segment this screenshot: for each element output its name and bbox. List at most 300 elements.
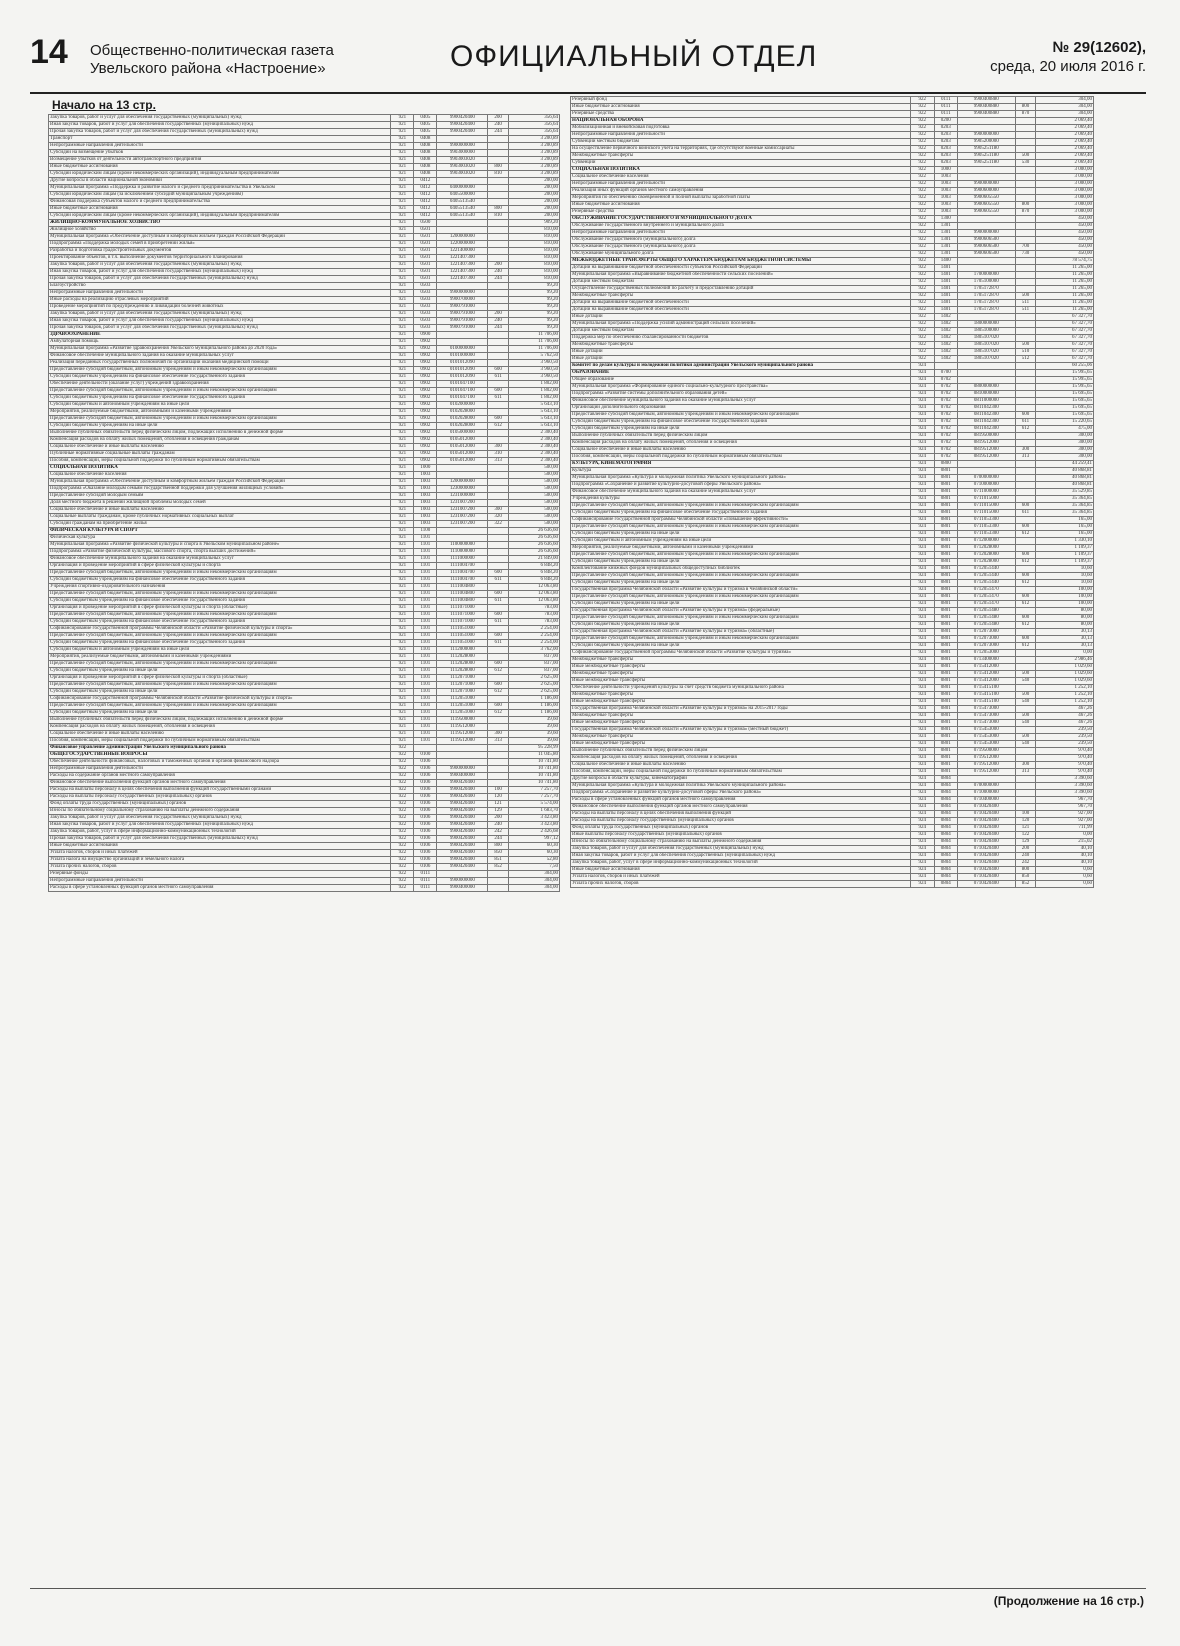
- row-target: 9900420400: [437, 843, 488, 850]
- row-grbs: 924: [910, 734, 934, 741]
- row-name: Обслуживание государственного (муниципального) долга: [571, 237, 911, 244]
- row-vr: [1015, 314, 1036, 321]
- row-section: 1101: [414, 731, 437, 738]
- row-target: 0712051440: [958, 573, 1016, 580]
- row-sum: 356,64: [508, 122, 559, 129]
- row-sum: 2 069,40: [1036, 125, 1094, 132]
- row-sum: 7 257,70: [508, 787, 559, 794]
- row-section: 0106: [414, 864, 437, 871]
- table-row: [571, 237, 1094, 244]
- row-section: 0801: [934, 769, 958, 776]
- table-row: [49, 633, 560, 640]
- row-grbs: 924: [910, 769, 934, 776]
- row-sum: 500,00: [508, 514, 559, 521]
- table-row: [571, 258, 1094, 265]
- row-target: [437, 339, 488, 346]
- row-target: 0710420400: [958, 874, 1016, 881]
- row-grbs: 921: [391, 318, 414, 325]
- row-grbs: 922: [910, 342, 934, 349]
- row-sum: 3 000,00: [1036, 202, 1094, 209]
- row-vr: [488, 143, 508, 150]
- row-sum: 95 228,99: [508, 745, 559, 752]
- row-section: 0501: [414, 255, 437, 262]
- row-grbs: 921: [391, 437, 414, 444]
- row-target: 9900400880: [958, 97, 1016, 104]
- row-target: 9905251180: [958, 146, 1016, 153]
- row-vr: [488, 381, 508, 388]
- table-row: [571, 209, 1094, 216]
- row-name: Уплата налогов, сборов и иных платежей: [49, 850, 391, 857]
- row-sum: 783,00: [508, 619, 559, 626]
- row-vr: 120: [488, 794, 508, 801]
- row-section: 0902: [414, 346, 437, 353]
- row-grbs: 921: [391, 283, 414, 290]
- table-row: [571, 363, 1094, 370]
- row-sum: 1 186,00: [508, 703, 559, 710]
- row-sum: 711,99: [1036, 825, 1094, 832]
- row-sum: 40,10: [1036, 853, 1094, 860]
- row-sum: 837,00: [508, 668, 559, 675]
- row-sum: 2 625,00: [508, 675, 559, 682]
- row-name: ОБЩЕГОСУДАРСТВЕННЫЕ ВОПРОСЫ: [49, 752, 391, 759]
- row-sum: 3 200,89: [508, 143, 559, 150]
- table-row: [571, 356, 1094, 363]
- table-row: [49, 850, 560, 857]
- row-vr: [1015, 272, 1036, 279]
- row-target: 0712051480: [958, 608, 1016, 615]
- row-vr: [1015, 237, 1036, 244]
- row-target: 1111051000: [437, 633, 488, 640]
- row-sum: 15 995,65: [1036, 377, 1094, 384]
- table-row: [49, 829, 560, 836]
- table-row: [571, 657, 1094, 664]
- row-name: Субсидии на возмещение убытков: [49, 150, 391, 157]
- row-sum: 99,20: [508, 297, 559, 304]
- row-grbs: 924: [910, 853, 934, 860]
- table-row: [571, 699, 1094, 706]
- row-sum: 3 960,50: [508, 367, 559, 374]
- table-row: [571, 188, 1094, 195]
- row-target: 9900420400: [437, 122, 488, 129]
- row-target: 9900400000: [437, 885, 488, 892]
- row-grbs: 922: [391, 773, 414, 780]
- table-row: [49, 605, 560, 612]
- row-section: 1101: [414, 619, 437, 626]
- row-vr: [1015, 363, 1036, 370]
- row-grbs: 924: [910, 552, 934, 559]
- row-section: 1101: [414, 696, 437, 703]
- row-name: Подпрограмма «Оказание молодым семьям государственной поддержки для улучшения жилищных условий»: [49, 486, 391, 493]
- row-section: 0801: [934, 524, 958, 531]
- row-section: 0801: [934, 734, 958, 741]
- row-sum: 3 390,60: [1036, 790, 1094, 797]
- row-target: 0715473000: [958, 720, 1016, 727]
- row-target: 0105012000: [437, 437, 488, 444]
- row-grbs: 922: [391, 843, 414, 850]
- row-grbs: 922: [910, 188, 934, 195]
- row-section: 1101: [414, 556, 437, 563]
- row-sum: 100,00: [1036, 601, 1094, 608]
- row-name: Мобилизационная и вневойсковая подготовка: [571, 125, 911, 132]
- table-row: [49, 675, 560, 682]
- row-target: 9900605550: [958, 209, 1016, 216]
- row-grbs: 921: [391, 647, 414, 654]
- row-vr: [1015, 608, 1036, 615]
- table-row: [49, 157, 560, 164]
- row-section: 0801: [934, 552, 958, 559]
- table-row: [571, 517, 1094, 524]
- row-target: 0712053000: [958, 650, 1016, 657]
- row-sum: 67 327,70: [1036, 321, 1094, 328]
- row-sum: 67 327,70: [1036, 356, 1094, 363]
- row-section: 1101: [414, 640, 437, 647]
- row-vr: 850: [488, 850, 508, 857]
- row-grbs: 922: [391, 780, 414, 787]
- row-target: 1111051000: [437, 640, 488, 647]
- row-sum: 11 706,00: [508, 339, 559, 346]
- row-grbs: 922: [910, 209, 934, 216]
- row-grbs: 924: [910, 580, 934, 587]
- table-row: [571, 783, 1094, 790]
- row-vr: 320: [488, 514, 508, 521]
- row-target: 1112051000: [437, 703, 488, 710]
- row-sum: 810,00: [508, 276, 559, 283]
- table-row: [571, 412, 1094, 419]
- row-sum: 500,00: [508, 472, 559, 479]
- row-target: 9900791000: [437, 304, 488, 311]
- row-grbs: 922: [391, 878, 414, 885]
- row-grbs: 921: [391, 570, 414, 577]
- table-row: [571, 818, 1094, 825]
- row-name: Иные бюджетные ассигнования: [49, 843, 391, 850]
- row-section: 0801: [934, 671, 958, 678]
- row-grbs: 924: [910, 433, 934, 440]
- table-row: [49, 864, 560, 871]
- row-vr: 511: [1015, 300, 1036, 307]
- row-section: 0501: [414, 248, 437, 255]
- row-target: 0101012090: [437, 367, 488, 374]
- row-section: 1101: [414, 668, 437, 675]
- row-sum: 3 762,00: [508, 647, 559, 654]
- row-section: 0702: [934, 433, 958, 440]
- row-vr: [1015, 286, 1036, 293]
- table-row: [49, 780, 560, 787]
- row-sum: 837,00: [508, 661, 559, 668]
- table-row: [49, 220, 560, 227]
- row-sum: 500,00: [508, 493, 559, 500]
- row-target: [958, 174, 1016, 181]
- row-section: 1401: [934, 272, 958, 279]
- row-target: 0811042300: [958, 405, 1016, 412]
- row-grbs: 921: [391, 584, 414, 591]
- row-name: Иная закупка товаров, работ и услуг для обеспечения государственных (муниципальных) нужд: [49, 318, 391, 325]
- row-sum: 7 257,70: [508, 794, 559, 801]
- row-name: Реализация иных функций органов местного самоуправления: [571, 188, 911, 195]
- row-section: 0804: [934, 832, 958, 839]
- row-section: 0902: [414, 360, 437, 367]
- table-row: [571, 398, 1094, 405]
- table-row: [571, 678, 1094, 685]
- row-grbs: 924: [910, 538, 934, 545]
- row-name: Прочая закупка товаров, работ и услуг для обеспечения государственных (муниципальных) нужд: [49, 129, 391, 136]
- table-row: [49, 325, 560, 332]
- row-vr: [1015, 706, 1036, 713]
- row-section: 1101: [414, 682, 437, 689]
- row-sum: 99,20: [508, 318, 559, 325]
- row-vr: 611: [488, 619, 508, 626]
- row-sum: 67 327,70: [1036, 314, 1094, 321]
- row-section: 0503: [414, 297, 437, 304]
- row-sum: 475,00: [1036, 426, 1094, 433]
- row-grbs: 922: [910, 272, 934, 279]
- row-sum: 10 741,80: [508, 773, 559, 780]
- row-grbs: 921: [391, 199, 414, 206]
- issue-date: среда, 20 июля 2016 г.: [990, 58, 1146, 75]
- row-grbs: 921: [391, 451, 414, 458]
- row-grbs: 922: [910, 293, 934, 300]
- row-name: Предоставление субсидий бюджетным, автономным учреждениям и иным некоммерческим организациям: [49, 633, 391, 640]
- row-target: 0712028000: [958, 559, 1016, 566]
- row-sum: 26 636,60: [508, 535, 559, 542]
- row-section: 0111: [414, 885, 437, 892]
- row-vr: 600: [488, 367, 508, 374]
- row-vr: 240: [488, 269, 508, 276]
- issue-number: № 29(12602),: [1052, 39, 1146, 56]
- row-name: Финансовое обеспечение муниципального задания на оказание муниципальных услуг: [571, 398, 911, 405]
- row-target: 1700000000: [958, 272, 1016, 279]
- row-grbs: 921: [391, 353, 414, 360]
- row-sum: 304,00: [1036, 111, 1094, 118]
- row-sum: 3 390,60: [1036, 776, 1094, 783]
- table-row: [571, 111, 1094, 118]
- row-name: Расходы в сфере установленных функций органов местного самоуправления: [49, 885, 391, 892]
- row-target: [437, 136, 488, 143]
- table-row: [571, 832, 1094, 839]
- row-section: 0801: [934, 741, 958, 748]
- row-vr: 313: [488, 458, 508, 465]
- row-grbs: 924: [910, 790, 934, 797]
- row-grbs: 924: [910, 811, 934, 818]
- row-grbs: 924: [910, 671, 934, 678]
- row-name: ФИЗИЧЕСКАЯ КУЛЬТУРА И СПОРТ: [49, 528, 391, 535]
- row-grbs: 922: [910, 300, 934, 307]
- row-name: Субсидии бюджетным учреждениям на финансовое обеспечение государственного задания: [49, 640, 391, 647]
- table-row: [571, 286, 1094, 293]
- row-grbs: 921: [391, 640, 414, 647]
- row-grbs: 921: [391, 668, 414, 675]
- row-sum: 11 706,00: [508, 346, 559, 353]
- row-target: 0712051470: [958, 594, 1016, 601]
- row-name: Расходы на содержание органов местного самоуправления: [49, 773, 391, 780]
- table-row: [49, 136, 560, 143]
- row-vr: [488, 255, 508, 262]
- row-section: 0902: [414, 444, 437, 451]
- row-name: Предоставление субсидий бюджетным, автономным учреждениям и иным некоммерческим организациям: [49, 661, 391, 668]
- table-row: [49, 591, 560, 598]
- row-grbs: 922: [910, 195, 934, 202]
- row-section: 0902: [414, 402, 437, 409]
- row-target: [437, 283, 488, 290]
- table-row: [571, 293, 1094, 300]
- row-name: Учреждения спортивно-оздоровительного назначения: [49, 584, 391, 591]
- table-row: [571, 846, 1094, 853]
- row-grbs: 921: [391, 157, 414, 164]
- table-row: [571, 825, 1094, 832]
- table-row: [571, 671, 1094, 678]
- row-section: 1101: [414, 703, 437, 710]
- row-grbs: 921: [391, 402, 414, 409]
- table-row: [49, 304, 560, 311]
- row-vr: [1015, 804, 1036, 811]
- row-name: Подпрограмма «Поддержка молодых семей в приобретении жилья»: [49, 241, 391, 248]
- row-grbs: 922: [910, 321, 934, 328]
- row-target: 0711015000: [958, 510, 1016, 517]
- row-section: 0500: [414, 220, 437, 227]
- row-section: 0106: [414, 780, 437, 787]
- row-sum: 26 636,60: [508, 549, 559, 556]
- row-section: 0801: [934, 657, 958, 664]
- row-section: 0408: [414, 150, 437, 157]
- newspaper-name-line1: Общественно-политическая газета: [90, 42, 334, 59]
- row-section: 0203: [934, 146, 958, 153]
- row-sum: 500,00: [508, 507, 559, 514]
- row-section: 0702: [934, 377, 958, 384]
- row-name: Финансовое управление администрации Увельского муниципального района: [49, 745, 391, 752]
- row-target: 0710420400: [958, 881, 1016, 888]
- row-vr: 600: [1015, 615, 1036, 622]
- row-name: Субсидии бюджетным учреждениям на финансовое обеспечение государственного задания: [571, 510, 911, 517]
- row-sum: 450,00: [1036, 251, 1094, 258]
- row-name: Закупка товаров, работ и услуг для обеспечения государственных (муниципальных) нужд: [49, 311, 391, 318]
- row-grbs: 922: [391, 836, 414, 843]
- table-row: [571, 860, 1094, 867]
- table-row: [49, 290, 560, 297]
- row-target: 0710420400: [958, 867, 1016, 874]
- row-sum: 67 327,70: [1036, 342, 1094, 349]
- row-name: Общее образование: [571, 377, 911, 384]
- row-section: [934, 363, 958, 370]
- table-row: [571, 650, 1094, 657]
- row-name: Пособия, компенсации, меры социальной поддержки по публичным нормативным обязательствам: [49, 458, 391, 465]
- row-vr: [1015, 797, 1036, 804]
- row-vr: [488, 339, 508, 346]
- table-row: [49, 458, 560, 465]
- row-target: 0102028000: [437, 416, 488, 423]
- row-vr: [488, 136, 508, 143]
- row-grbs: 921: [391, 689, 414, 696]
- row-target: 0719512000: [958, 755, 1016, 762]
- row-sum: 0,00: [1036, 650, 1094, 657]
- table-row: [571, 510, 1094, 517]
- row-sum: 997,12: [508, 836, 559, 843]
- row-grbs: 924: [910, 461, 934, 468]
- row-grbs: 921: [391, 556, 414, 563]
- row-sum: 810,00: [508, 248, 559, 255]
- table-row: [571, 377, 1094, 384]
- row-name: Предоставление субсидий бюджетным, автономным учреждениям и иным некоммерческим организациям: [571, 615, 911, 622]
- row-target: 1805100000: [958, 328, 1016, 335]
- row-sum: 1 109,37: [1036, 559, 1094, 566]
- row-name: Иные бюджетные ассигнования: [49, 206, 391, 213]
- row-vr: 510: [1015, 349, 1036, 356]
- row-name: Государственная программа Челябинской области «Развитие культуры и туризма в Челябинской области»: [571, 587, 911, 594]
- row-vr: 540: [1015, 720, 1036, 727]
- row-grbs: 924: [910, 762, 934, 769]
- row-target: [437, 535, 488, 542]
- row-target: 9900420400: [437, 780, 488, 787]
- row-vr: [488, 500, 508, 507]
- row-sum: 200,00: [508, 213, 559, 220]
- row-sum: 165,00: [1036, 524, 1094, 531]
- table-row: [571, 335, 1094, 342]
- row-section: 0801: [934, 713, 958, 720]
- row-name: Субсидии бюджетным учреждениям на финансовое обеспечение государственного задания: [49, 577, 391, 584]
- table-row: [49, 752, 560, 759]
- row-section: 1402: [934, 342, 958, 349]
- row-sum: 80,00: [1036, 615, 1094, 622]
- row-section: 1301: [934, 244, 958, 251]
- row-target: 0810000000: [958, 391, 1016, 398]
- row-grbs: 924: [910, 755, 934, 762]
- row-target: 1705100000: [958, 279, 1016, 286]
- row-vr: [1015, 146, 1036, 153]
- row-name: Предоставление субсидий бюджетным, автономным учреждениям и иным некоммерческим организациям: [49, 612, 391, 619]
- row-sum: 26 636,60: [508, 528, 559, 535]
- row-target: [437, 332, 488, 339]
- row-sum: 67 327,70: [1036, 328, 1094, 335]
- row-grbs: 922: [910, 125, 934, 132]
- row-target: 0710420400: [958, 846, 1016, 853]
- row-target: 9905200000: [958, 139, 1016, 146]
- row-name: Прочая закупка товаров, работ и услуг для обеспечения государственных (муниципальных) нужд: [49, 325, 391, 332]
- row-target: 0405513540: [437, 213, 488, 220]
- row-target: 0710420400: [958, 832, 1016, 839]
- row-name: Субсидии бюджетным учреждениям на иные цели: [571, 643, 911, 650]
- row-target: 0700000000: [958, 783, 1016, 790]
- row-sum: 5 643,10: [508, 409, 559, 416]
- row-target: [437, 227, 488, 234]
- row-grbs: 922: [910, 139, 934, 146]
- row-sum: 200,00: [508, 178, 559, 185]
- row-sum: 10 741,80: [508, 780, 559, 787]
- row-grbs: 921: [391, 710, 414, 717]
- row-name: Подпрограмма «Развитие системы дополнительного образования детей»: [571, 391, 911, 398]
- row-sum: 30,13: [1036, 643, 1094, 650]
- row-sum: 2 069,40: [1036, 139, 1094, 146]
- row-name: Иные бюджетные ассигнования: [49, 164, 391, 171]
- row-target: 0715473000: [958, 706, 1016, 713]
- row-vr: 242: [1015, 860, 1036, 867]
- table-row: [571, 104, 1094, 111]
- table-row: [571, 734, 1094, 741]
- row-grbs: 924: [910, 475, 934, 482]
- row-sum: 165,00: [1036, 517, 1094, 524]
- row-sum: 99,20: [508, 311, 559, 318]
- row-name: Закупка товаров, работ и услуг для обеспечения государственных (муниципальных) нужд: [571, 846, 911, 853]
- row-sum: 1 109,37: [1036, 552, 1094, 559]
- row-name: Непрограммные направления деятельности: [571, 132, 911, 139]
- row-vr: [1015, 461, 1036, 468]
- row-name: Финансовое обеспечение выполнения функций органов местного самоуправления: [49, 780, 391, 787]
- row-sum: 40 868,81: [1036, 482, 1094, 489]
- row-target: 9900420400: [437, 794, 488, 801]
- row-grbs: 924: [910, 713, 934, 720]
- row-vr: [1015, 727, 1036, 734]
- row-vr: [488, 283, 508, 290]
- table-row: [571, 615, 1094, 622]
- row-sum: 15 695,65: [1036, 398, 1094, 405]
- row-vr: 244: [488, 325, 508, 332]
